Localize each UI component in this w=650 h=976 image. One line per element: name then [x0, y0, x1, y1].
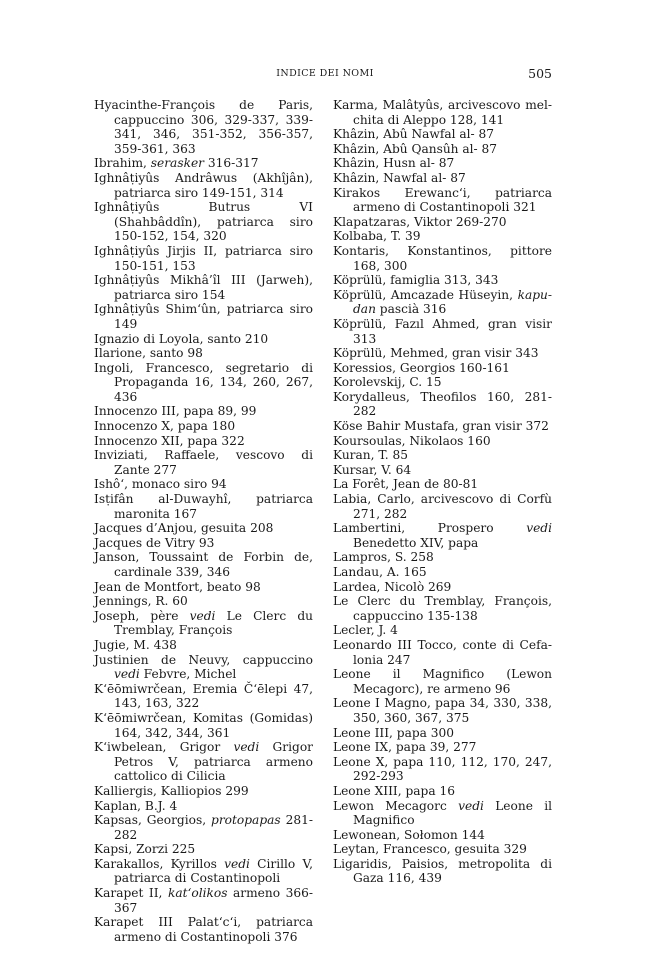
- index-entry-text: Labia, Carlo, arcivescovo di Corfù 271, 282: [333, 492, 552, 521]
- index-entry-text: Kapsas, Georgios,: [94, 813, 212, 828]
- index-entry: [94, 244, 313, 273]
- index-entry-italic: vedi: [526, 521, 552, 536]
- index-entry-text: Innocenzo X, papa 180: [94, 419, 236, 434]
- index-entry-text: Kaplan, B.J. 4: [94, 798, 178, 813]
- index-entry: [333, 492, 552, 521]
- index-entry: [94, 200, 313, 244]
- index-entry-text: Köprülü, Fazıl Ahmed, gran visir 313: [333, 316, 552, 346]
- index-entry-text: Lecler, J. 4: [333, 623, 398, 638]
- index-entry: [333, 740, 552, 755]
- index-entry-text: Leone XIII, papa 16: [333, 783, 455, 798]
- index-entry-text: Leone il Magnifico (Lewon Mecagorc), re armeno 96: [333, 667, 552, 696]
- index-entry-text: Köprülü, Amcazade Hüseyin,: [333, 287, 518, 302]
- index-entry-text: armeno 366-367: [114, 886, 313, 915]
- index-entry-text: Ignazio di Loyola, santo 210: [94, 331, 269, 346]
- index-entry-text: Karakallos, Kyrillos: [94, 856, 225, 871]
- index-entry: [94, 842, 313, 857]
- index-entry-text: Lambertini, Prospero: [333, 521, 527, 536]
- index-entry: [94, 653, 313, 682]
- index-entry-text: pascià 316: [375, 302, 447, 317]
- index-entry-text: Leone I Magno, papa 34, 330, 338, 350, 360, 367, 375: [333, 696, 552, 725]
- index-entry-text: K‘ēōmiwrčean, Eremia Č‘ēlepi 47, 143, 163, 322: [94, 681, 313, 711]
- index-entry-text: Ighnâṭiyûs Mikhâ’îl III (Jarweh), patriarca siro 154: [94, 273, 313, 302]
- index-entry-text: Khâzin, Abû Qansûh al- 87: [333, 141, 498, 156]
- index-entry: [94, 521, 313, 536]
- index-entry: [333, 288, 552, 317]
- index-entry: [94, 813, 313, 842]
- index-entry-text: Innocenzo III, papa 89, 99: [94, 404, 257, 419]
- index-entry-text: Hyacinthe-François de Paris, cappuccino 306, 329-337, 339-341, 346, 351-352, 356-357, 359-361, 363: [94, 98, 313, 156]
- index-entry: [333, 98, 552, 127]
- index-entry: [333, 550, 552, 565]
- index-entry-text: Jacques d’Anjou, gesuita 208: [94, 521, 274, 536]
- index-entry: [94, 98, 313, 156]
- index-entry: [94, 580, 313, 595]
- index-entry: [333, 799, 552, 828]
- index-entry: [333, 171, 552, 186]
- index-entry-text: Le Clerc du Tremblay, François: [114, 608, 313, 638]
- index-entry-text: Ighnâṭiyûs Shim‘ûn, patriarca siro 149: [94, 302, 313, 331]
- index-entry-text: Lardea, Nicolò 269: [333, 579, 452, 594]
- index-entry: [94, 302, 313, 331]
- index-entry: [333, 594, 552, 623]
- index-entry-text: Koursoulas, Nikolaos 160: [333, 433, 491, 448]
- index-entry-text: Klapatzaras, Viktor 269-270: [333, 214, 507, 229]
- index-entry-text: Leytan, Francesco, gesuita 329: [333, 842, 527, 857]
- index-entry: [333, 448, 552, 463]
- index-entry: [94, 171, 313, 200]
- index-entry-text: Kontaris, Konstantinos, pittore 168, 300: [333, 243, 552, 273]
- index-entry-text: Justinien de Neuvy, cappuccino: [94, 652, 313, 667]
- index-entry: [333, 317, 552, 346]
- index-entry-text: Leonardo III Tocco, conte di Cefalonia 247: [333, 637, 552, 667]
- index-entry-text: Karapet III Palat‘c‘i, patriarca armeno di Costantinopoli 376: [94, 915, 313, 944]
- index-entry: [333, 623, 552, 638]
- index-entry-text: Grigor Petros V, patriarca armeno cattolico di Cilicia: [114, 740, 313, 784]
- index-entry: [94, 915, 313, 944]
- index-entry-text: Janson, Toussaint de Forbin de, cardinale 339, 346: [94, 550, 313, 579]
- index-entry-text: Kalliergis, Kalliopios 299: [94, 783, 249, 798]
- index-entry-text: Ighnâṭiyûs Butrus VI (Shahbâddîn), patriarca siro 150-152, 154, 320: [94, 200, 313, 244]
- index-entry: [94, 477, 313, 492]
- index-entry-text: Kuran, T. 85: [333, 448, 408, 463]
- index-entry-italic: serasker: [150, 156, 205, 171]
- index-entry-italic: vedi: [189, 608, 216, 623]
- index-entry-text: Jacques de Vitry 93: [94, 535, 215, 550]
- index-entry-italic: vedi: [114, 667, 140, 682]
- index-entry: [333, 521, 552, 550]
- index-entry: [94, 361, 313, 405]
- index-entry: [333, 667, 552, 696]
- index-column-right: [333, 98, 552, 886]
- index-entry: [94, 404, 313, 419]
- index-entry-text: Korolevskij, C. 15: [333, 375, 442, 390]
- index-entry-italic: vedi: [224, 856, 250, 871]
- index-entry: [333, 726, 552, 741]
- index-entry-text: Ishô‘, monaco siro 94: [94, 477, 227, 492]
- index-entry-text: Lampros, S. 258: [333, 550, 434, 565]
- index-entry: [94, 857, 313, 886]
- index-entry: [94, 886, 313, 915]
- index-entry-text: Le Clerc du Tremblay, François, cappuccino 135-138: [333, 594, 552, 623]
- index-entry-text: Jugie, M. 438: [94, 637, 177, 652]
- index-entry-text: Korydalleus, Theofilos 160, 281-282: [333, 389, 552, 419]
- index-entry: [333, 828, 552, 843]
- index-entry: [94, 536, 313, 551]
- index-entry: [333, 273, 552, 288]
- index-entry: [94, 594, 313, 609]
- index-entry: [333, 346, 552, 361]
- index-entry-text: Isṭifân al-Duwayhî, patriarca maronita 167: [94, 492, 313, 521]
- index-entry-text: Lewon Mecagorc: [333, 798, 459, 813]
- index-column-left: [94, 98, 313, 944]
- index-entry-text: Leone III, papa 300: [333, 725, 455, 740]
- index-entry: [333, 696, 552, 725]
- index-entry-text: Leone il Magnifico: [353, 798, 552, 828]
- index-entry-text: Innocenzo XII, papa 322: [94, 433, 245, 448]
- index-entry: [333, 784, 552, 799]
- index-entry-text: Lewonean, Sołomon 144: [333, 827, 485, 842]
- page-number: 505: [528, 66, 552, 81]
- index-entry-text: K‘ēōmiwrčean, Komitas (Gomidas) 164, 342, 344, 361: [94, 710, 313, 740]
- index-entry: [333, 361, 552, 376]
- index-entry-text: Koressios, Georgios 160-161: [333, 360, 510, 375]
- index-entry-text: Leone IX, papa 39, 277: [333, 740, 477, 755]
- index-entry-text: K‘iwbelean, Grigor: [94, 740, 234, 755]
- index-entry-text: Ilarione, santo 98: [94, 346, 203, 361]
- index-entry: [333, 477, 552, 492]
- index-entry-text: Benedetto XIV, papa: [353, 535, 479, 550]
- index-entry-text: Köprülü, famiglia 313, 343: [333, 273, 499, 288]
- index-entry-text: Leone X, papa 110, 112, 170, 247, 292-293: [333, 754, 552, 784]
- index-entry: [94, 609, 313, 638]
- index-entry-text: Ingoli, Francesco, segretario di Propaganda 16, 134, 260, 267, 436: [94, 360, 313, 404]
- index-entry-italic: kat‘olikos: [167, 886, 228, 901]
- index-entry-text: Khâzin, Nawfal al- 87: [333, 170, 466, 185]
- index-entry-text: Cirillo V, patriarca di Costantinopoli: [114, 856, 313, 886]
- index-entry: [333, 638, 552, 667]
- index-entry-italic: protopapas: [211, 813, 281, 828]
- index-entry: [333, 755, 552, 784]
- index-entry: [94, 638, 313, 653]
- index-entry-text: Kapsi, Zorzi 225: [94, 842, 196, 857]
- index-entry: [333, 857, 552, 886]
- index-entry-text: Karma, Malâtyûs, arcivescovo melchita di Aleppo 128, 141: [333, 98, 552, 127]
- index-entry-text: Köse Bahir Mustafa, gran visir 372: [333, 419, 549, 434]
- index-entry: [333, 419, 552, 434]
- index-entry: [333, 186, 552, 215]
- index-entry: [94, 784, 313, 799]
- index-entry-text: Köprülü, Mehmed, gran visir 343: [333, 346, 539, 361]
- index-entry: [94, 332, 313, 347]
- index-entry-text: Khâzin, Husn al- 87: [333, 156, 455, 171]
- index-entry-text: Jennings, R. 60: [94, 594, 188, 609]
- index-entry-text: Kursar, V. 64: [333, 462, 412, 477]
- index-entry-text: 316-317: [204, 156, 259, 171]
- index-entry: [94, 434, 313, 449]
- index-entry-text: Karapet II,: [94, 886, 168, 901]
- index-entry: [333, 244, 552, 273]
- running-header: INDICE DEI NOMI: [276, 68, 374, 79]
- index-entry: [333, 565, 552, 580]
- index-entry: [94, 711, 313, 740]
- index-entry-text: Ibrahim,: [94, 156, 151, 171]
- index-entry: [94, 550, 313, 579]
- index-entry: [333, 142, 552, 157]
- index-entry: [333, 434, 552, 449]
- index-entry-text: Ighnâṭiyûs Andrâwus (Akhîjân), patriarca siro 149-151, 314: [94, 170, 313, 200]
- index-entry-text: Khâzin, Abû Nawfal al- 87: [333, 127, 495, 142]
- index-entry-text: Kolbaba, T. 39: [333, 229, 421, 244]
- index-entry: [333, 215, 552, 230]
- index-entry-text: La Forêt, Jean de 80-81: [333, 477, 479, 492]
- index-entry: [94, 419, 313, 434]
- index-entry: [333, 375, 552, 390]
- index-entry-text: Kirakos Erewanc‘i, patriarca armeno di Costantinopoli 321: [333, 185, 552, 215]
- index-entry: [333, 842, 552, 857]
- index-entry: [94, 799, 313, 814]
- index-entry: [333, 463, 552, 478]
- index-entry: [333, 229, 552, 244]
- index-entry-italic: vedi: [233, 740, 260, 755]
- index-entry: [333, 390, 552, 419]
- index-entry-text: 281-282: [114, 813, 313, 842]
- index-entry: [333, 156, 552, 171]
- index-entry: [94, 740, 313, 784]
- index-entry: [94, 346, 313, 361]
- index-entry: [333, 127, 552, 142]
- index-entry: [94, 156, 313, 171]
- index-entry: [94, 682, 313, 711]
- index-entry: [94, 492, 313, 521]
- index-entry-text: Ighnâṭiyûs Jirjis II, patriarca siro 150-151, 153: [94, 243, 313, 273]
- index-entry-text: Ligaridis, Paisios, metropolita di Gaza 116, 439: [333, 856, 552, 886]
- index-entry: [94, 273, 313, 302]
- index-entry-text: Landau, A. 165: [333, 565, 427, 579]
- index-entry: [94, 448, 313, 477]
- index-entry-italic: kapudan: [353, 287, 552, 317]
- index-entry-text: Joseph, père: [94, 608, 190, 623]
- index-entry-italic: vedi: [458, 798, 484, 813]
- index-entry-text: Jean de Montfort, beato 98: [94, 579, 261, 594]
- index-entry-text: Febvre, Michel: [139, 667, 237, 682]
- index-entry-text: Inviziati, Raffaele, vescovo di Zante 277: [94, 448, 313, 477]
- index-entry: [333, 580, 552, 595]
